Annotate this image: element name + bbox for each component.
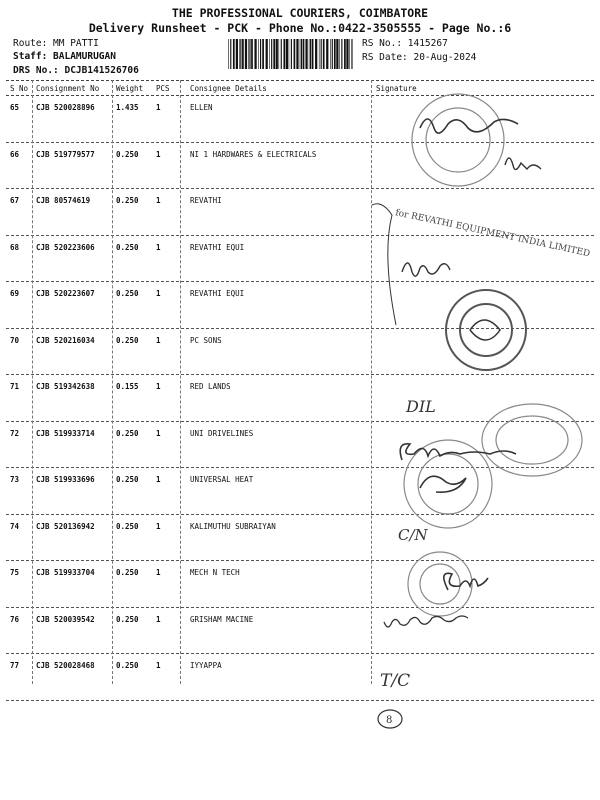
table-row [6,468,594,515]
route-label: Route: MM PATTI [13,38,99,49]
row-consignment-no: CJB 520028468 [36,661,95,670]
row-pcs: 1 [156,568,161,577]
company-stamp-text: for REVATHI EQUIPMENT INDIA LIMITED [394,208,591,260]
barcode-bar [269,39,270,69]
row-weight: 0.250 [116,428,139,438]
handwritten-note-dil: DIL [406,397,436,416]
handwritten-note-tic: T/C [380,671,411,691]
barcode-bar [344,39,346,69]
barcode-bar [351,39,352,69]
barcode-bar [262,39,264,69]
barcode-bar [323,39,325,69]
column-divider [371,80,372,684]
row-pcs: 1 [156,196,161,205]
row-weight: 0.250 [116,568,139,577]
row-consignment-no: CJB 520039542 [36,614,95,624]
column-divider [180,80,181,684]
barcode-bar [276,39,278,69]
row-sno: 76 [10,614,20,624]
barcode-bar [336,39,338,69]
barcode-bar [273,39,275,69]
barcode-bar [233,39,235,69]
barcode-bar [326,39,328,69]
row-weight: 0.250 [116,521,139,531]
row-consignment-no: CJB 520223606 [36,242,95,252]
col-consignment: Consignment No [36,84,100,93]
barcode-bar [258,39,259,69]
table-row [6,143,594,190]
table-row [6,654,594,701]
barcode-bar [310,39,311,69]
barcode-bar [309,39,310,69]
row-consignee: PC SONS [190,335,222,345]
barcode-bar [230,39,231,69]
barcode-bar [321,39,322,69]
barcode-bar [279,39,280,69]
row-sno: 68 [10,242,20,252]
runsheet-table [6,80,594,701]
row-consignee: GRISHAM MACINE [190,614,254,624]
row-consignee: RED LANDS [190,382,231,391]
row-consignee: REVATHI EQUI [190,289,245,298]
barcode-bar [271,39,272,69]
row-consignment-no: CJB 519342638 [36,382,95,391]
barcode-bar [242,39,244,69]
barcode-bar [312,39,314,69]
barcode-bar [305,39,307,69]
barcode-bar [315,39,317,69]
row-pcs: 1 [156,521,161,531]
row-sno: 70 [10,335,20,345]
barcode-bar [291,39,292,69]
table-header [6,80,594,96]
barcode-bar [236,39,238,69]
column-divider [112,80,113,684]
row-consignment-no: CJB 520223607 [36,289,95,298]
drs-number: DRS No.: DCJB141526706 [13,65,139,76]
barcode-bar [240,39,241,69]
table-row [6,236,594,283]
row-sno: 73 [10,475,20,484]
barcode-bar [281,39,282,69]
table-row [6,422,594,469]
barcode-bar [346,39,348,69]
row-sno: 71 [10,382,20,391]
barcode-bar [334,39,336,69]
table-row [6,189,594,236]
table-row [6,375,594,422]
row-consignee: UNIVERSAL HEAT [190,475,254,484]
barcode-bar [249,39,250,69]
barcode-bar [228,39,229,69]
table-body [6,96,594,701]
row-sno: 75 [10,568,20,577]
col-signature: Signature [376,84,417,93]
barcode-bar [266,39,268,69]
row-weight: 0.250 [116,196,139,205]
table-row [6,96,594,143]
row-consignment-no: CJB 520028896 [36,103,95,112]
row-sno: 74 [10,521,20,531]
barcode-bar [289,39,290,69]
row-weight: 1.435 [116,103,139,112]
row-consignment-no: CJB 519933704 [36,568,95,577]
row-consignee: KALIMUTHU SUBRAIYAN [190,521,276,531]
barcode-bar [349,39,350,69]
row-pcs: 1 [156,103,161,112]
row-consignee: REVATHI EQUI [190,242,245,252]
row-weight: 0.250 [116,289,139,298]
barcode-bar [260,39,261,69]
col-weight: Weight [116,84,144,93]
barcode-bar [330,39,331,69]
barcode-bar [300,39,301,69]
row-consignment-no: CJB 520216034 [36,335,95,345]
row-consignment-no: CJB 80574619 [36,196,91,205]
barcode-bar [245,39,247,69]
row-sno: 69 [10,289,20,298]
barcode-bar [303,39,305,69]
row-sno: 66 [10,149,20,159]
row-consignee: MECH N TECH [190,568,240,577]
barcode-bar [332,39,333,69]
barcode-bar [248,39,249,69]
row-consignee: IYYAPPA [190,661,222,670]
row-sno: 72 [10,428,20,438]
page-number-circle [378,710,402,728]
barcode-bar [339,39,340,69]
page-number-handwritten: 8 [386,715,393,726]
row-consignee: UNI DRIVELINES [190,428,254,438]
barcode-bar [251,39,253,69]
row-consignee: NI 1 HARDWARES & ELECTRICALS [190,149,317,159]
barcode-bar [301,39,302,69]
row-consignment-no: CJB 519933714 [36,428,95,438]
row-consignee: REVATHI [190,196,222,205]
barcode-bar [254,39,256,69]
row-pcs: 1 [156,289,161,298]
barcode [228,39,356,69]
row-consignment-no: CJB 519779577 [36,149,95,159]
col-consignee: Consignee Details [190,84,267,93]
col-sno: S No [10,84,29,93]
row-weight: 0.250 [116,661,139,670]
barcode-bar [294,39,296,69]
col-pcs: PCS [156,84,170,93]
row-consignee: ELLEN [190,103,213,112]
barcode-bar [319,39,320,69]
row-consignment-no: CJB 520136942 [36,521,95,531]
row-pcs: 1 [156,428,161,438]
row-weight: 0.250 [116,335,139,345]
table-row [6,329,594,376]
row-pcs: 1 [156,382,161,391]
table-row [6,608,594,655]
column-divider [32,80,33,684]
row-pcs: 1 [156,242,161,252]
barcode-bar [239,39,240,69]
barcode-bar [296,39,298,69]
staff-label: Staff: BALAMURUGAN [13,51,116,62]
rs-number: RS No.: 1415267 [362,38,448,49]
table-row [6,282,594,329]
runsheet-subtitle: Delivery Runsheet - PCK - Phone No.:0422-3505555 - Page No.:6 [88,21,512,35]
barcode-bar [341,39,342,69]
row-weight: 0.250 [116,614,139,624]
document-title: THE PROFESSIONAL COURIERS, COIMBATORE [171,6,429,20]
row-sno: 65 [10,103,20,112]
row-sno: 77 [10,661,20,670]
handwritten-note-cin: C/N [398,526,428,544]
row-weight: 0.155 [116,382,139,391]
rs-date: RS Date: 20-Aug-2024 [362,52,477,63]
row-pcs: 1 [156,475,161,484]
barcode-bar [286,39,288,69]
row-sno: 67 [10,196,20,205]
table-row [6,515,594,562]
row-pcs: 1 [156,614,161,624]
row-pcs: 1 [156,661,161,670]
row-weight: 0.250 [116,149,139,159]
table-row [6,561,594,608]
barcode-bar [283,39,285,69]
row-pcs: 1 [156,335,161,345]
row-weight: 0.250 [116,242,139,252]
row-pcs: 1 [156,149,161,159]
row-weight: 0.250 [116,475,139,484]
row-consignment-no: CJB 519933696 [36,475,95,484]
